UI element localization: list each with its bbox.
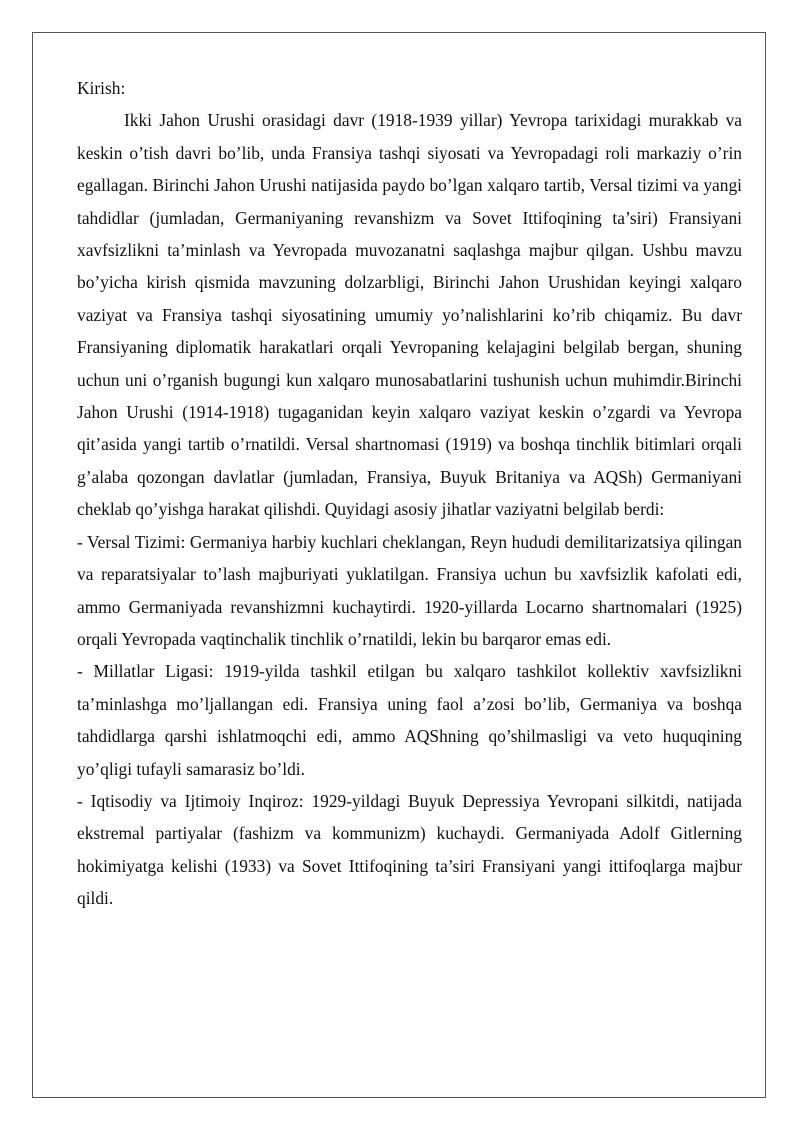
document-body <box>77 72 742 915</box>
versal-system-paragraph: - Versal Tizimi: Germaniya harbiy kuchlari cheklangan, Reyn hududi demilitarizatsiya qilingan va reparatsiyalar to’lash majburiyati yuklatilgan. Fransiya uchun bu xavfsizlik kafolati edi, ammo Germaniyada revanshizmni kuchaytirdi. 1920-yillarda Locarno shartnomalari (1925) orqali Yevropada vaqtinchalik tinchlik o’rnatildi, lekin bu barqaror emas edi. <box>77 531 742 649</box>
intro-paragraph: Ikki Jahon Urushi orasidagi davr (1918-1939 yillar) Yevropa tarixidagi murakkab va keskin o’tish davri bo’lib, unda Fransiya tashqi siyosati va Yevropadagi roli markaziy o’rin egallagan. Birinchi Jahon Urushi natijasida paydo bo’lgan xalqaro tartib, Versal tizimi va yangi tahdidlar (jumladan, Germaniyaning revanshizm va Sovet Ittifoqining ta’siri) Fransiyani xavfsizlikni ta’minlash va Yevropada muvozanatni saqlashga majbur qilgan. Ushbu mavzu bo’yicha kirish qismida mavzuning dolzarbligi, Birinchi Jahon Urushidan keyingi xalqaro vaziyat va Fransiya tashqi siyosatining umumiy yo’nalishlarini ko’rib chiqamiz. Bu davr Fransiyaning diplomatik harakatlari orqali Yevropaning kelajagini belgilab bergan, shuning uchun uni o’rganish bugungi kun xalqaro munosabatlarini tushunish uchun muhimdir.Birinchi Jahon Urushi (1914-1918) tugaganidan keyin xalqaro vaziyat keskin o’zgardi va Yevropa qit’asida yangi tartib o’rnatildi. Versal shartnomasi (1919) va boshqa tinchlik bitimlari orqali g’alaba qozongan davlatlar (jumladan, Fransiya, Buyuk Britaniya va AQSh) Germaniyani cheklab qo’yishga harakat qilishdi. Quyidagi asosiy jihatlar vaziyatni belgilab berdi: <box>77 110 742 520</box>
league-of-nations-paragraph: - Millatlar Ligasi: 1919-yilda tashkil etilgan bu xalqaro tashkilot kollektiv xavfsizlikni ta’minlashga mo’ljallangan edi. Fransiya uning faol a’zosi bo’lib, Germaniya va boshqa tahdidlarga qarshi ishlatmoqchi edi, ammo AQShning qo’shilmasligi va veto huquqining yo’qligi tufayli samarasiz bo’ldi. <box>77 661 742 779</box>
section-heading: Kirish: <box>77 78 126 98</box>
economic-crisis-paragraph: - Iqtisodiy va Ijtimoiy Inqiroz: 1929-yildagi Buyuk Depressiya Yevropani silkitdi, natijada ekstremal partiyalar (fashizm va kommunizm) kuchaydi. Germaniyada Adolf Gitlerning hokimiyatga kelishi (1933) va Sovet Ittifoqining ta’siri Fransiyani yangi ittifoqlarga majbur qildi. <box>77 790 742 909</box>
